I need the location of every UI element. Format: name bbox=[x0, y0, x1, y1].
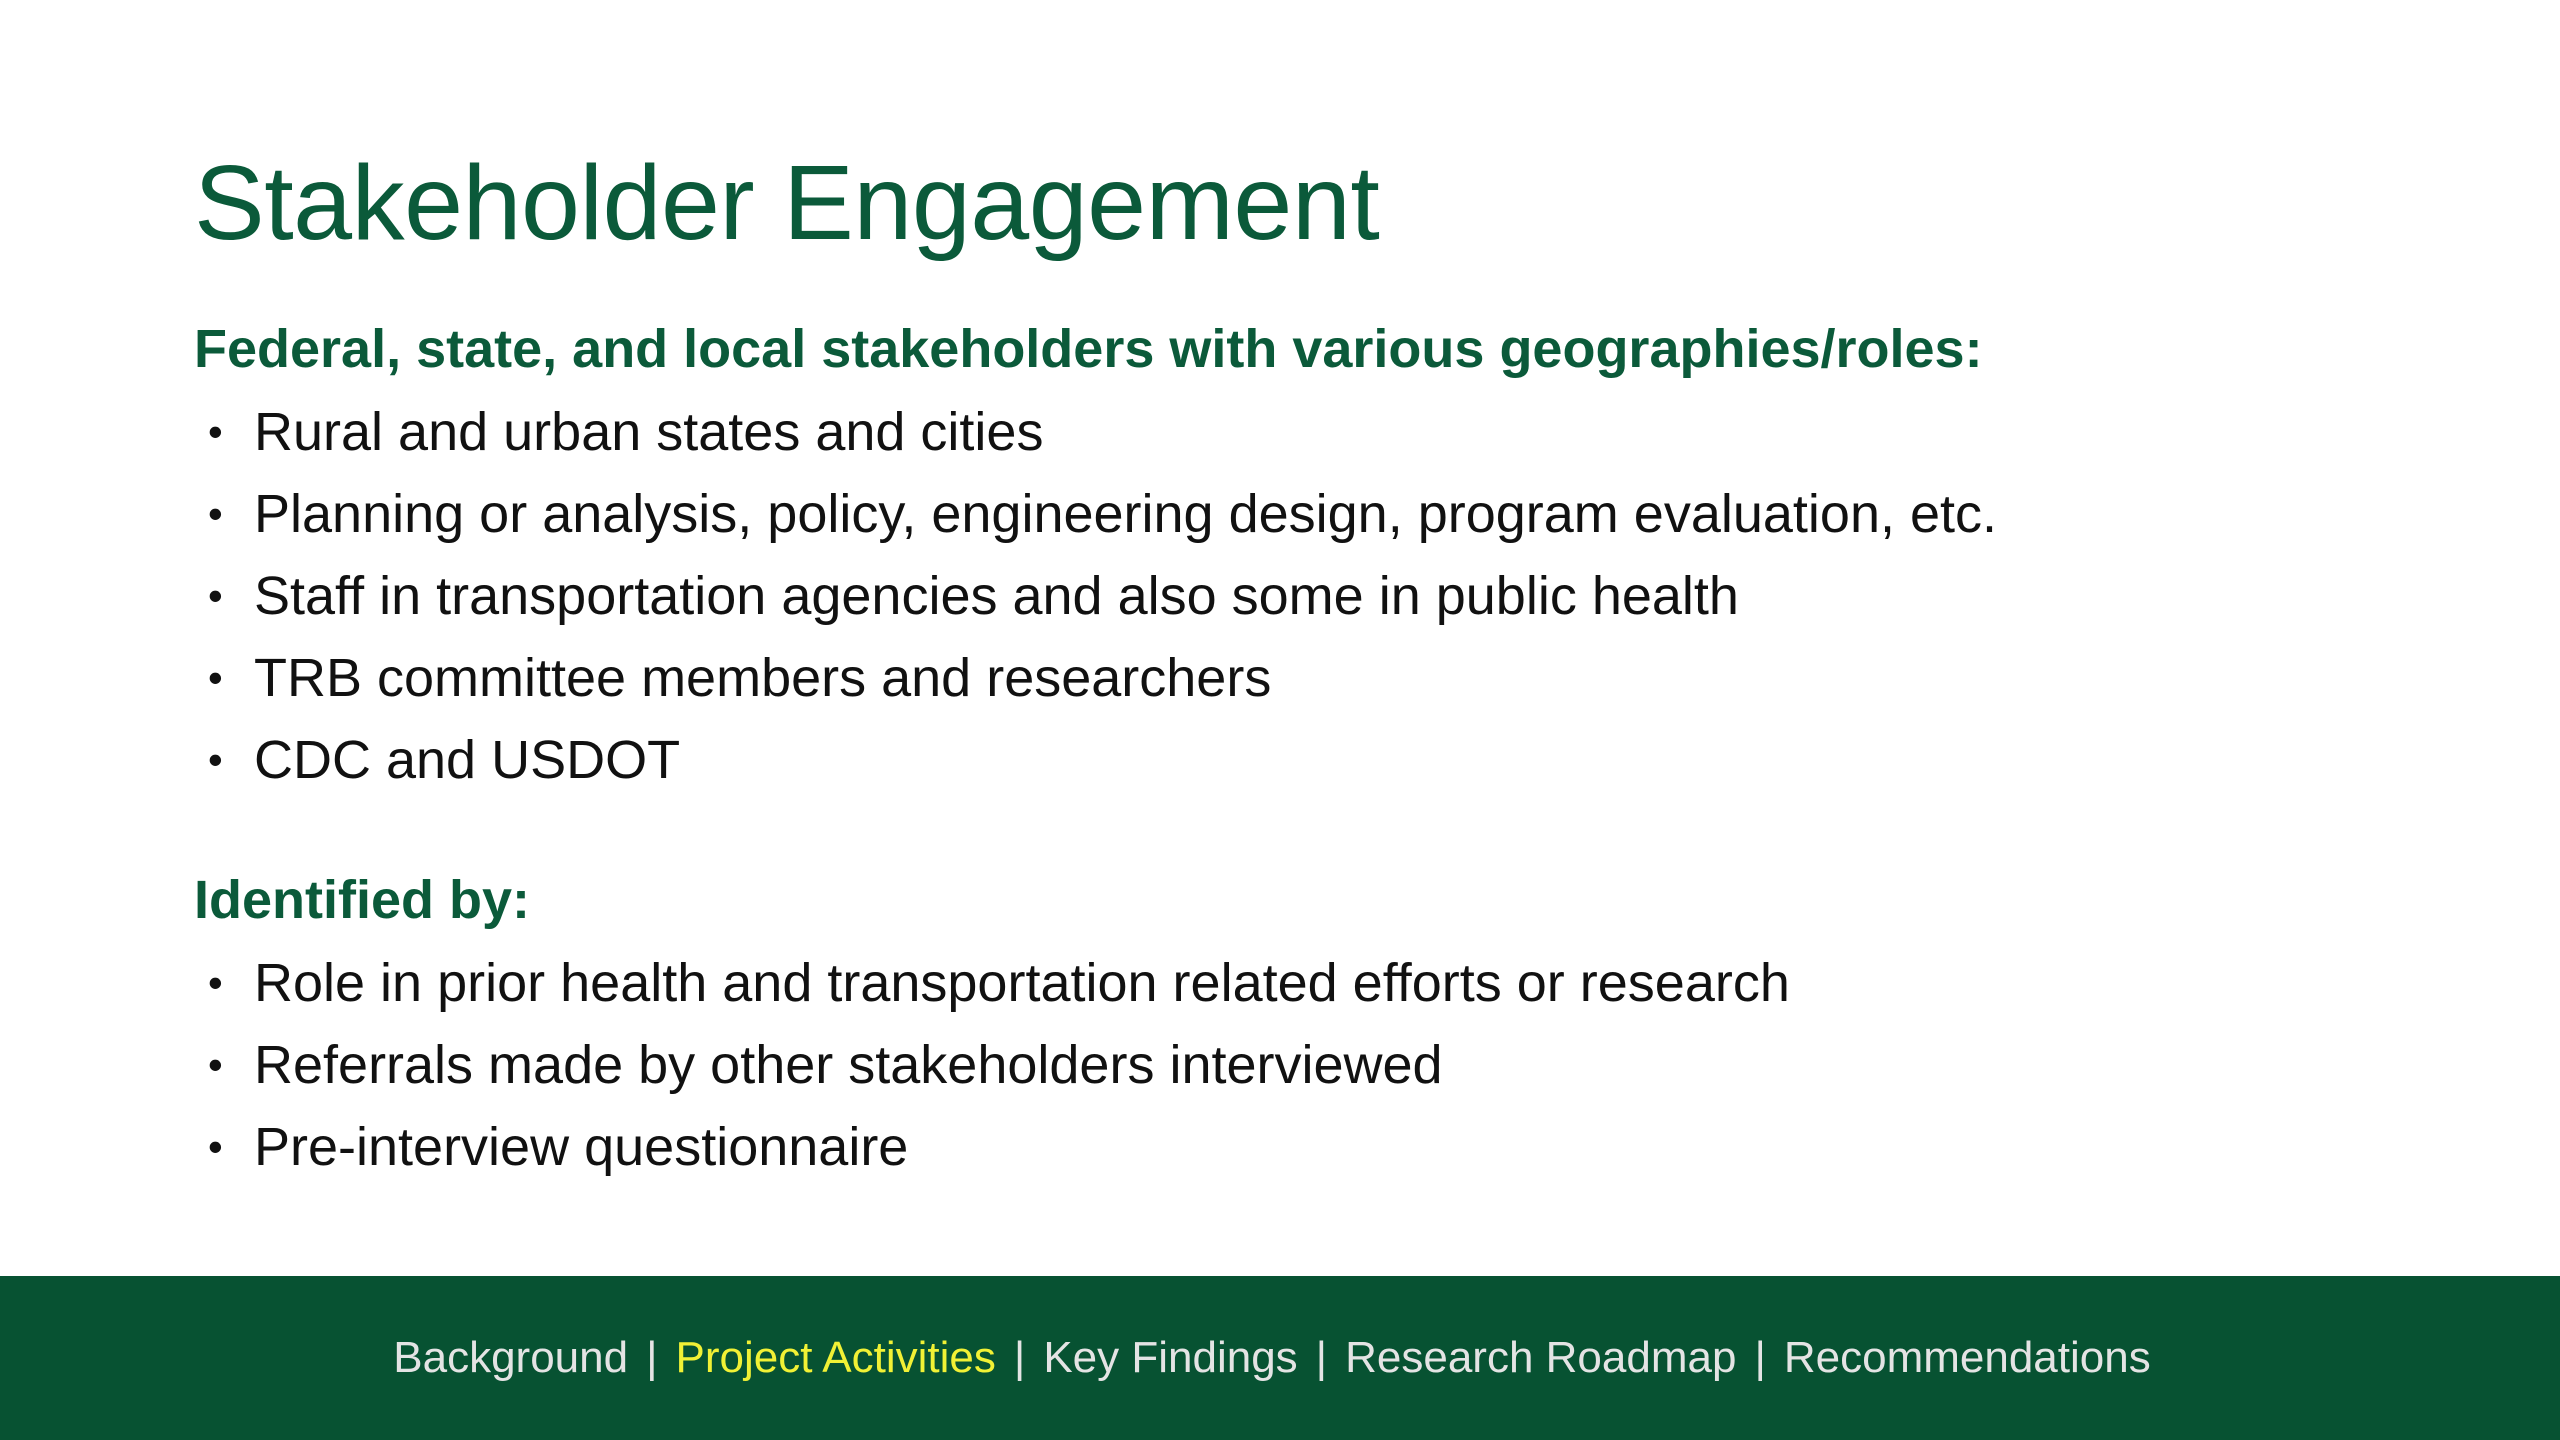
bullet-icon: • bbox=[208, 572, 223, 619]
bullet-text: Rural and urban states and cities bbox=[254, 402, 1044, 462]
bullet-icon: • bbox=[208, 408, 223, 455]
identified-by-section bbox=[194, 858, 1790, 1188]
bullet-text: Staff in transportation agencies and also some in public health bbox=[254, 566, 1739, 626]
bullet-item bbox=[194, 719, 1997, 801]
nav-separator: | bbox=[1315, 1333, 1328, 1382]
bullet-item bbox=[194, 555, 1997, 637]
bullet-text: CDC and USDOT bbox=[254, 730, 681, 790]
nav-link-project-activities[interactable]: Project Activities bbox=[675, 1333, 996, 1382]
bullet-icon: • bbox=[208, 490, 223, 537]
bullet-text: Referrals made by other stakeholders interviewed bbox=[254, 1035, 1443, 1095]
slide-title: Stakeholder Engagement bbox=[194, 144, 1380, 262]
bullet-item bbox=[194, 1106, 1790, 1188]
bullet-item bbox=[194, 391, 1997, 473]
nav-separator: | bbox=[1754, 1333, 1766, 1382]
bullet-item bbox=[194, 942, 1790, 1024]
stakeholders-section bbox=[194, 307, 1997, 801]
bullet-text: Planning or analysis, policy, engineering design, program evaluation, etc. bbox=[254, 484, 1998, 544]
nav-link-key-findings[interactable]: Key Findings bbox=[1043, 1333, 1298, 1382]
bullet-item bbox=[194, 473, 1997, 555]
nav-link-recommendations[interactable]: Recommendations bbox=[1783, 1333, 2151, 1382]
bullet-item bbox=[194, 637, 1997, 719]
section-heading: Federal, state, and local stakeholders with various geographies/roles: bbox=[194, 319, 1983, 379]
nav-link-background[interactable]: Background bbox=[393, 1333, 629, 1382]
nav-separator: | bbox=[646, 1333, 658, 1382]
nav-separator: | bbox=[1013, 1333, 1026, 1382]
nav-link-research-roadmap[interactable]: Research Roadmap bbox=[1345, 1333, 1737, 1382]
bullet-list bbox=[194, 942, 1790, 1188]
bullet-icon: • bbox=[208, 654, 223, 701]
bullet-icon: • bbox=[208, 1123, 223, 1170]
bullet-text: Pre-interview questionnaire bbox=[254, 1117, 909, 1177]
footer-nav bbox=[393, 1333, 2150, 1383]
bullet-icon: • bbox=[208, 736, 223, 783]
bullet-icon: • bbox=[208, 959, 223, 1006]
footer-bar bbox=[0, 1276, 2560, 1440]
bullet-icon: • bbox=[208, 1041, 223, 1088]
bullet-item bbox=[194, 1024, 1790, 1106]
bullet-list bbox=[194, 391, 1997, 801]
bullet-text: TRB committee members and researchers bbox=[254, 648, 1272, 708]
bullet-text: Role in prior health and transportation related efforts or research bbox=[254, 953, 1790, 1013]
section-heading: Identified by: bbox=[194, 870, 530, 930]
